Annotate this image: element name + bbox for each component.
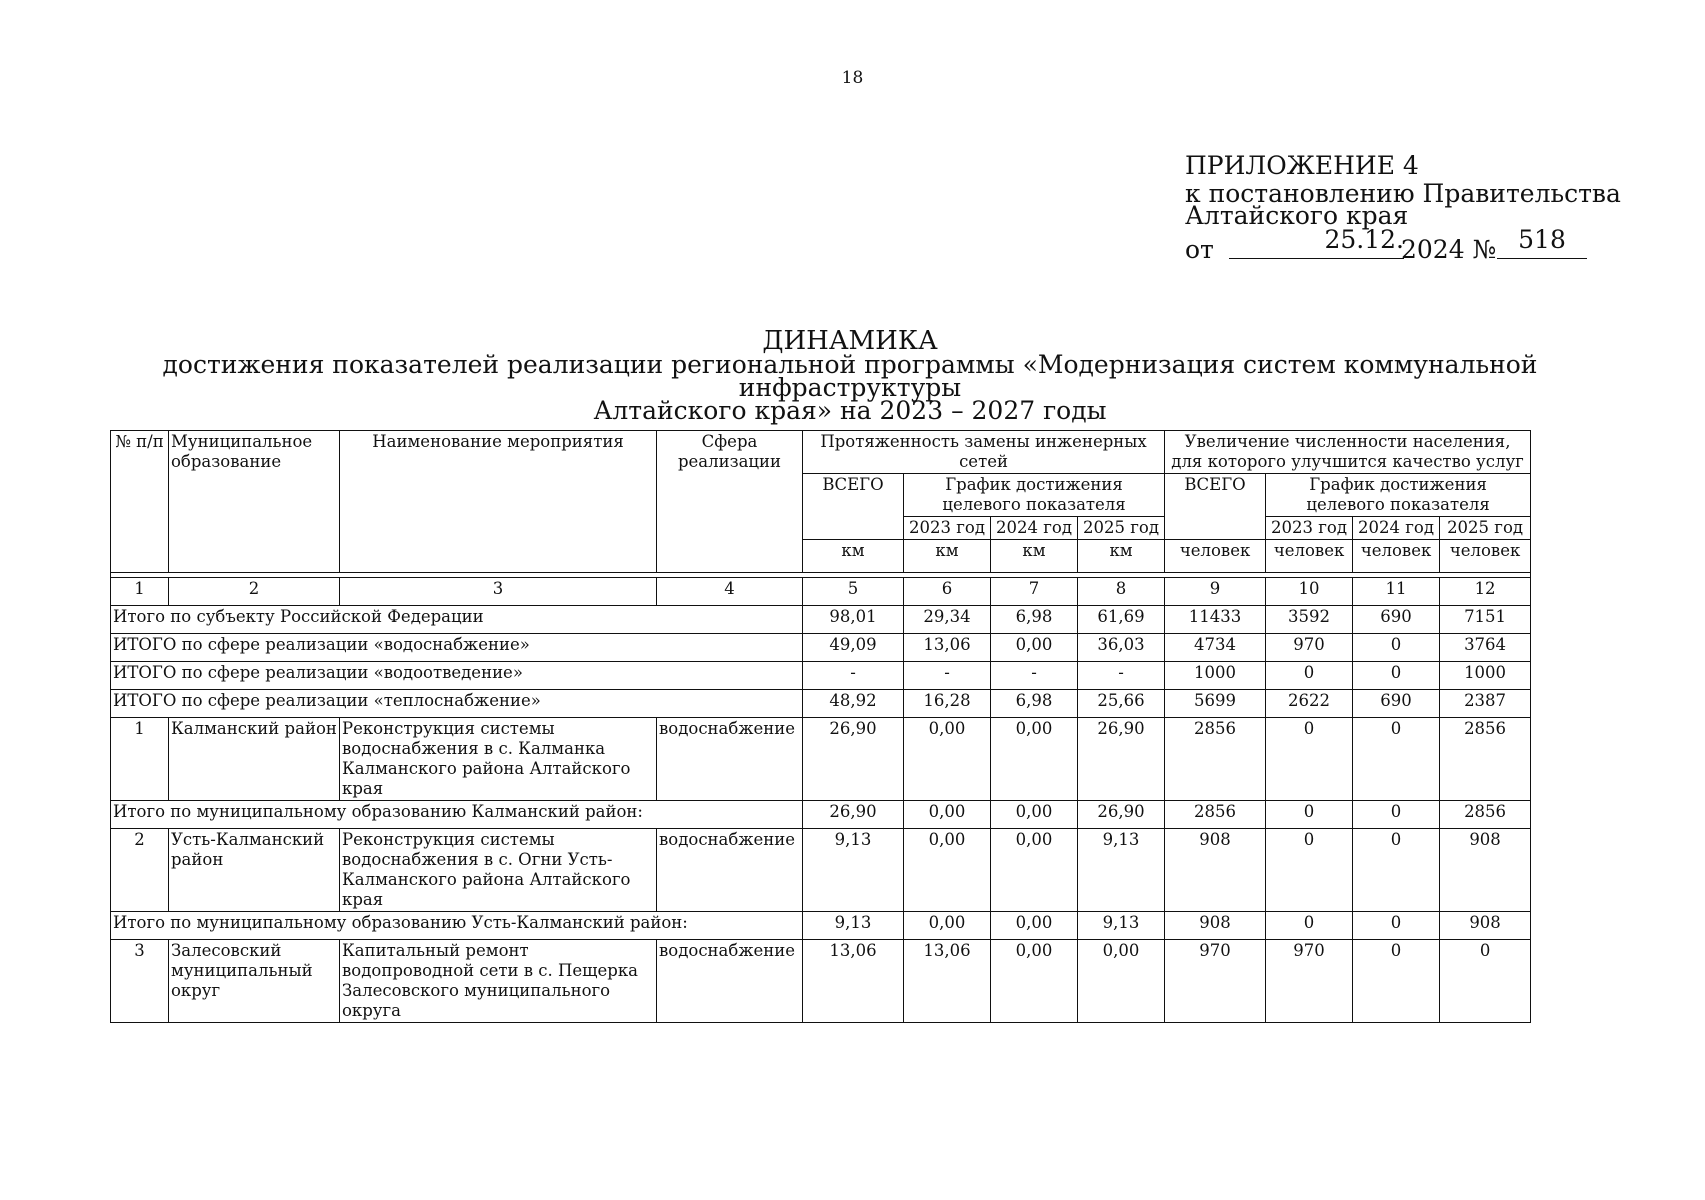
entry-num: 3 [111, 940, 169, 1023]
header-population-2025: 2025 год [1440, 517, 1531, 540]
entry-value: 0,00 [991, 718, 1078, 801]
entry-row [111, 718, 1531, 801]
total-value: 0 [1353, 634, 1440, 662]
entry-row [111, 829, 1531, 912]
entry-value: 26,90 [803, 718, 904, 801]
entry-num: 1 [111, 718, 169, 801]
entry-value: 0 [1266, 718, 1353, 801]
column-number: 12 [1440, 578, 1531, 606]
total-value: 5699 [1165, 690, 1266, 718]
page-number: 18 [841, 68, 864, 88]
header-population-2024: 2024 год [1353, 517, 1440, 540]
entry-value: 0 [1353, 940, 1440, 1023]
subtotal-value: 9,13 [1078, 912, 1165, 940]
subtotal-value: 0,00 [991, 912, 1078, 940]
appendix-title: ПРИЛОЖЕНИЕ 4 [1185, 151, 1419, 180]
total-value: 7151 [1440, 606, 1531, 634]
subtotal-value: 26,90 [1078, 801, 1165, 829]
subtotal-row [111, 801, 1531, 829]
column-number: 10 [1266, 578, 1353, 606]
unit-cell: км [904, 540, 991, 573]
entry-value: 970 [1165, 940, 1266, 1023]
unit-cell: км [1078, 540, 1165, 573]
appendix-block [1185, 152, 1621, 266]
entry-event: Реконструкция системы водоснабжения в с. Огни Усть-Калманского района Алтайского края [340, 829, 657, 912]
header-num: № п/п [111, 431, 169, 573]
subtotal-value: 0,00 [904, 912, 991, 940]
entry-sphere: водоснабжение [657, 829, 803, 912]
unit-cell: человек [1165, 540, 1266, 573]
total-value: 48,92 [803, 690, 904, 718]
total-row-drainage [111, 662, 1531, 690]
total-value: 13,06 [904, 634, 991, 662]
document-title-main: ДИНАМИКА [762, 326, 938, 356]
appendix-number: 518 [1497, 226, 1587, 259]
column-numbers-row [111, 578, 1531, 606]
total-value: 16,28 [904, 690, 991, 718]
entry-value: 0 [1266, 829, 1353, 912]
subtotal-value: 26,90 [803, 801, 904, 829]
total-value: 4734 [1165, 634, 1266, 662]
header-length-total: ВСЕГО [803, 474, 904, 540]
appendix-line-1: к постановлению Правительства [1185, 179, 1621, 208]
total-value: - [904, 662, 991, 690]
column-number: 2 [169, 578, 340, 606]
total-value: 0 [1353, 662, 1440, 690]
subtotal-value: 0 [1353, 801, 1440, 829]
subtotal-value: 2856 [1165, 801, 1266, 829]
unit-cell: человек [1353, 540, 1440, 573]
entry-value: 9,13 [1078, 829, 1165, 912]
total-value: 0,00 [991, 634, 1078, 662]
subtotal-value: 9,13 [803, 912, 904, 940]
column-number: 5 [803, 578, 904, 606]
total-row-heat-supply [111, 690, 1531, 718]
header-length-2023: 2023 год [904, 517, 991, 540]
subtotal-label: Итого по муниципальному образованию Усть-Калманский район: [111, 912, 803, 940]
header-population-2023: 2023 год [1266, 517, 1353, 540]
indicators-table [110, 430, 1531, 1023]
column-number: 3 [340, 578, 657, 606]
entry-event: Реконструкция системы водоснабжения в с. Калманка Калманского района Алтайского края [340, 718, 657, 801]
total-label: ИТОГО по сфере реализации «теплоснабжение» [111, 690, 803, 718]
column-number: 1 [111, 578, 169, 606]
entry-value: 0 [1440, 940, 1531, 1023]
entry-municipality: Усть-Калманский район [169, 829, 340, 912]
column-number: 7 [991, 578, 1078, 606]
total-row-federation [111, 606, 1531, 634]
entry-municipality: Залесовский муниципальный округ [169, 940, 340, 1023]
header-population-schedule: График достижения целевого показателя [1266, 474, 1531, 517]
document-title-line-2: Алтайского края» на 2023 – 2027 годы [593, 396, 1107, 425]
entry-value: 9,13 [803, 829, 904, 912]
subtotal-label: Итого по муниципальному образованию Калманский район: [111, 801, 803, 829]
total-value: 98,01 [803, 606, 904, 634]
total-value: 690 [1353, 690, 1440, 718]
entry-value: 0 [1353, 829, 1440, 912]
total-row-water-supply [111, 634, 1531, 662]
subtotal-value: 0 [1266, 912, 1353, 940]
total-value: 49,09 [803, 634, 904, 662]
column-number: 11 [1353, 578, 1440, 606]
entry-value: 970 [1266, 940, 1353, 1023]
entry-value: 908 [1440, 829, 1531, 912]
total-value: 0 [1266, 662, 1353, 690]
column-number: 6 [904, 578, 991, 606]
header-event: Наименование мероприятия [340, 431, 657, 573]
appendix-line-2: Алтайского края [1185, 201, 1409, 230]
total-value: 6,98 [991, 606, 1078, 634]
subtotal-value: 0,00 [904, 801, 991, 829]
entry-value: 0,00 [904, 718, 991, 801]
header-row-1 [111, 431, 1531, 474]
entry-sphere: водоснабжение [657, 718, 803, 801]
unit-cell: человек [1440, 540, 1531, 573]
total-value: 29,34 [904, 606, 991, 634]
header-length-2025: 2025 год [1078, 517, 1165, 540]
total-label: ИТОГО по сфере реализации «водоснабжение» [111, 634, 803, 662]
document-title [100, 326, 1600, 425]
entry-value: 0,00 [1078, 940, 1165, 1023]
subtotal-value: 2856 [1440, 801, 1531, 829]
total-value: - [803, 662, 904, 690]
entry-value: 13,06 [803, 940, 904, 1023]
total-value: 11433 [1165, 606, 1266, 634]
subtotal-value: 0,00 [991, 801, 1078, 829]
entry-municipality: Калманский район [169, 718, 340, 801]
entry-value: 26,90 [1078, 718, 1165, 801]
appendix-ot-label: от [1185, 235, 1214, 264]
entry-value: 0,00 [991, 940, 1078, 1023]
total-value: 1000 [1165, 662, 1266, 690]
total-value: 61,69 [1078, 606, 1165, 634]
header-sphere: Сфера реализации [657, 431, 803, 573]
total-value: 1000 [1440, 662, 1531, 690]
total-value: 25,66 [1078, 690, 1165, 718]
unit-cell: км [803, 540, 904, 573]
total-label: Итого по субъекту Российской Федерации [111, 606, 803, 634]
total-value: 3764 [1440, 634, 1531, 662]
header-length-schedule: График достижения целевого показателя [904, 474, 1165, 517]
header-length-2024: 2024 год [991, 517, 1078, 540]
total-value: 3592 [1266, 606, 1353, 634]
entry-sphere: водоснабжение [657, 940, 803, 1023]
entry-value: 13,06 [904, 940, 991, 1023]
column-number: 8 [1078, 578, 1165, 606]
subtotal-row [111, 912, 1531, 940]
total-value: 36,03 [1078, 634, 1165, 662]
unit-cell: человек [1266, 540, 1353, 573]
header-population-group: Увеличение численности населения, для которого улучшится качество услуг [1165, 431, 1531, 474]
subtotal-value: 908 [1165, 912, 1266, 940]
entry-value: 908 [1165, 829, 1266, 912]
total-value: 970 [1266, 634, 1353, 662]
entry-value: 2856 [1165, 718, 1266, 801]
subtotal-value: 0 [1353, 912, 1440, 940]
appendix-year: 2024 № [1401, 235, 1497, 264]
entry-event: Капитальный ремонт водопроводной сети в с. Пещерка Залесовского муниципального округа [340, 940, 657, 1023]
total-value: 6,98 [991, 690, 1078, 718]
entry-value: 0 [1353, 718, 1440, 801]
total-value: - [1078, 662, 1165, 690]
entry-value: 0,00 [904, 829, 991, 912]
document-title-line-1: достижения показателей реализации региональной программы «Модернизация систем коммунальной инфраструктуры [162, 350, 1538, 402]
header-population-total: ВСЕГО [1165, 474, 1266, 540]
entry-value: 0,00 [991, 829, 1078, 912]
entry-num: 2 [111, 829, 169, 912]
header-municipality: Муниципальное образование [169, 431, 340, 573]
subtotal-value: 908 [1440, 912, 1531, 940]
total-value: 2622 [1266, 690, 1353, 718]
appendix-date: 25.12. [1229, 226, 1404, 259]
total-value: 2387 [1440, 690, 1531, 718]
total-value: - [991, 662, 1078, 690]
total-label: ИТОГО по сфере реализации «водоотведение» [111, 662, 803, 690]
column-number: 4 [657, 578, 803, 606]
total-value: 690 [1353, 606, 1440, 634]
unit-cell: км [991, 540, 1078, 573]
entry-value: 2856 [1440, 718, 1531, 801]
column-number: 9 [1165, 578, 1266, 606]
entry-row [111, 940, 1531, 1023]
appendix-date-row [1185, 225, 1621, 266]
header-length-group: Протяженность замены инженерных сетей [803, 431, 1165, 474]
subtotal-value: 0 [1266, 801, 1353, 829]
